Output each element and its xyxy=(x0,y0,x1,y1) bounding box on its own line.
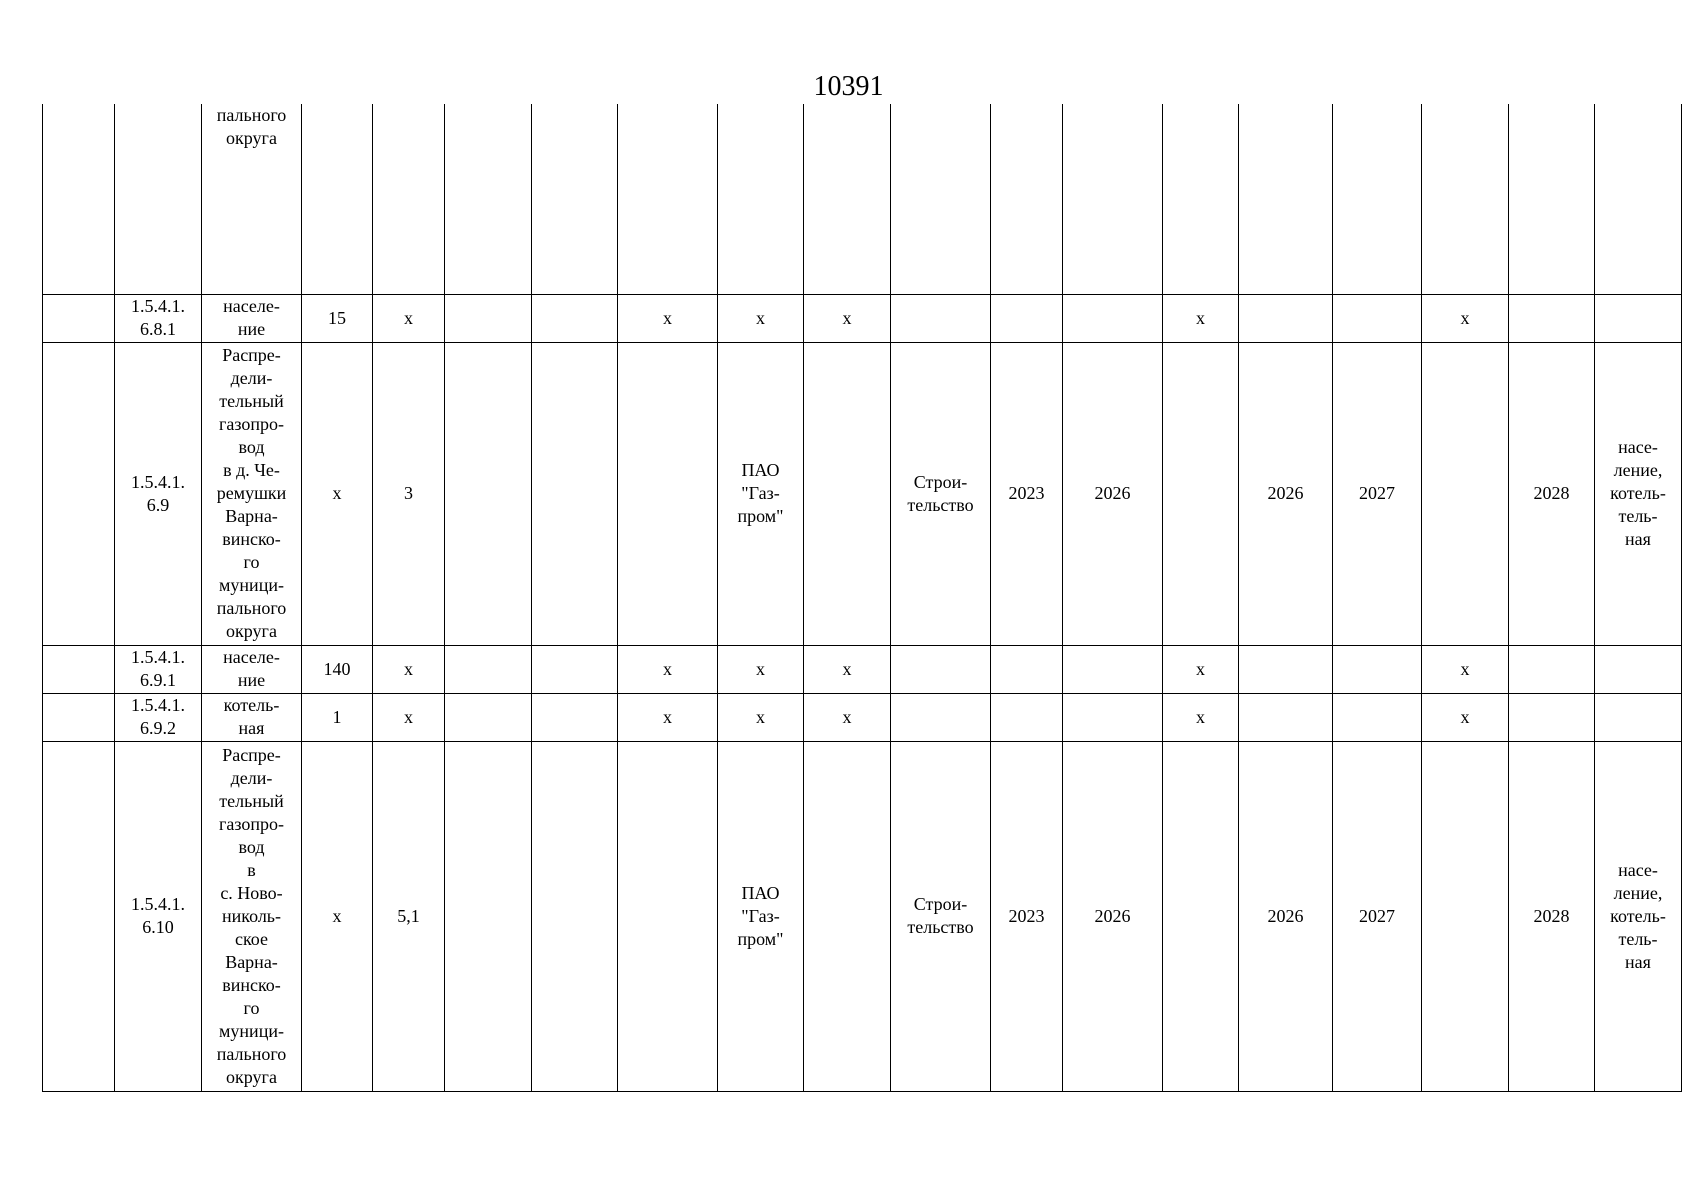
cell: насе- ление, котель- тель- ная xyxy=(1595,342,1682,645)
cell: х xyxy=(618,645,718,693)
cell: ПАО "Газ- пром" xyxy=(718,342,804,645)
cell xyxy=(1063,693,1163,741)
cell xyxy=(1509,693,1595,741)
cell: х xyxy=(302,342,373,645)
cell xyxy=(891,645,991,693)
cell xyxy=(618,342,718,645)
cell: х xyxy=(718,693,804,741)
cell: х xyxy=(618,693,718,741)
cell xyxy=(804,104,891,294)
cell: Распре- дели- тельный газопро- вод в д. Че- ремушки Варна- винско- го муници- пального округа xyxy=(202,342,302,645)
cell: х xyxy=(1422,645,1509,693)
cell xyxy=(532,645,618,693)
cell xyxy=(1163,104,1239,294)
cell xyxy=(532,693,618,741)
cell xyxy=(1595,693,1682,741)
cell xyxy=(618,741,718,1091)
cell xyxy=(302,104,373,294)
cell xyxy=(43,342,115,645)
cell: 2027 xyxy=(1333,741,1422,1091)
cell xyxy=(891,693,991,741)
cell xyxy=(1239,104,1333,294)
table-body xyxy=(43,104,1682,1091)
table-row xyxy=(43,645,1682,693)
cell: х xyxy=(804,645,891,693)
cell xyxy=(1509,645,1595,693)
data-table xyxy=(42,104,1682,1092)
cell xyxy=(1595,645,1682,693)
cell xyxy=(43,693,115,741)
cell xyxy=(445,342,532,645)
cell xyxy=(891,104,991,294)
cell xyxy=(445,294,532,342)
cell xyxy=(991,693,1063,741)
cell xyxy=(1333,294,1422,342)
table-row xyxy=(43,104,1682,294)
cell xyxy=(445,104,532,294)
cell xyxy=(445,693,532,741)
cell: х xyxy=(1163,693,1239,741)
cell: 1.5.4.1. 6.8.1 xyxy=(115,294,202,342)
cell: х xyxy=(618,294,718,342)
cell: 1.5.4.1. 6.10 xyxy=(115,741,202,1091)
cell xyxy=(532,741,618,1091)
cell xyxy=(445,645,532,693)
cell xyxy=(891,294,991,342)
cell: 2027 xyxy=(1333,342,1422,645)
cell: 5,1 xyxy=(373,741,445,1091)
cell: населе- ние xyxy=(202,645,302,693)
cell: х xyxy=(1422,693,1509,741)
cell: Строи- тельство xyxy=(891,342,991,645)
cell xyxy=(1063,645,1163,693)
cell xyxy=(1163,741,1239,1091)
cell xyxy=(445,741,532,1091)
cell: 1.5.4.1. 6.9.2 xyxy=(115,693,202,741)
cell: котель- ная xyxy=(202,693,302,741)
cell xyxy=(1239,645,1333,693)
cell xyxy=(532,294,618,342)
cell xyxy=(1333,645,1422,693)
cell xyxy=(1063,104,1163,294)
cell xyxy=(532,104,618,294)
cell xyxy=(1163,342,1239,645)
cell: насе- ление, котель- тель- ная xyxy=(1595,741,1682,1091)
cell: 1.5.4.1. 6.9.1 xyxy=(115,645,202,693)
cell: х xyxy=(804,693,891,741)
table-row xyxy=(43,294,1682,342)
cell xyxy=(373,104,445,294)
cell: 2023 xyxy=(991,342,1063,645)
cell xyxy=(43,645,115,693)
cell: х xyxy=(718,294,804,342)
cell: пального округа xyxy=(202,104,302,294)
cell: 140 xyxy=(302,645,373,693)
cell: ПАО "Газ- пром" xyxy=(718,741,804,1091)
cell: 2023 xyxy=(991,741,1063,1091)
cell: 2028 xyxy=(1509,342,1595,645)
cell: х xyxy=(804,294,891,342)
cell: Строи- тельство xyxy=(891,741,991,1091)
cell xyxy=(804,741,891,1091)
cell xyxy=(718,104,804,294)
cell xyxy=(43,294,115,342)
cell xyxy=(1063,294,1163,342)
cell: 2026 xyxy=(1063,342,1163,645)
table-row xyxy=(43,693,1682,741)
cell: х xyxy=(302,741,373,1091)
cell xyxy=(1509,294,1595,342)
cell: 2026 xyxy=(1239,741,1333,1091)
page-number: 10391 xyxy=(813,71,884,102)
cell xyxy=(1239,693,1333,741)
cell xyxy=(43,741,115,1091)
table-row xyxy=(43,741,1682,1091)
cell: х xyxy=(1163,294,1239,342)
cell xyxy=(991,645,1063,693)
cell xyxy=(43,104,115,294)
cell: х xyxy=(373,294,445,342)
cell xyxy=(1422,104,1509,294)
cell: х xyxy=(373,693,445,741)
cell xyxy=(1422,741,1509,1091)
cell: х xyxy=(718,645,804,693)
cell xyxy=(1509,104,1595,294)
table-row xyxy=(43,342,1682,645)
cell: 2028 xyxy=(1509,741,1595,1091)
cell: х xyxy=(373,645,445,693)
cell xyxy=(804,342,891,645)
cell xyxy=(1333,693,1422,741)
cell xyxy=(115,104,202,294)
cell xyxy=(991,294,1063,342)
cell: х xyxy=(1163,645,1239,693)
cell: х xyxy=(1422,294,1509,342)
cell xyxy=(618,104,718,294)
cell: 15 xyxy=(302,294,373,342)
cell: 2026 xyxy=(1239,342,1333,645)
cell: 3 xyxy=(373,342,445,645)
cell xyxy=(991,104,1063,294)
cell: населе- ние xyxy=(202,294,302,342)
cell: 1.5.4.1. 6.9 xyxy=(115,342,202,645)
cell xyxy=(1595,294,1682,342)
cell: Распре- дели- тельный газопро- вод в с. Ново- николь- ское Варна- винско- го муници- пального округа xyxy=(202,741,302,1091)
cell xyxy=(1239,294,1333,342)
cell xyxy=(532,342,618,645)
cell xyxy=(1422,342,1509,645)
cell: 1 xyxy=(302,693,373,741)
cell xyxy=(1595,104,1682,294)
cell xyxy=(1333,104,1422,294)
cell: 2026 xyxy=(1063,741,1163,1091)
